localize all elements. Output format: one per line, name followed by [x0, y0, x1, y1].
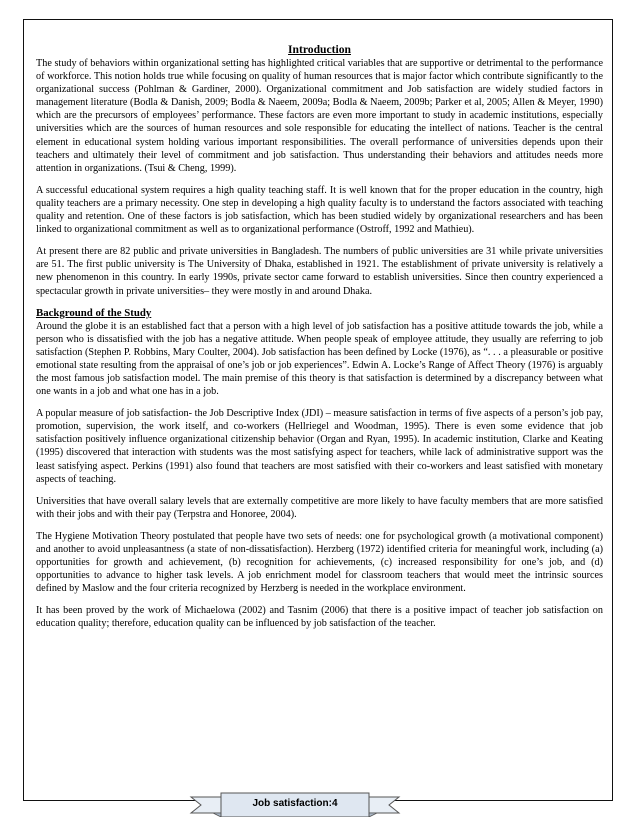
page-title: Introduction	[288, 43, 351, 56]
background-paragraph-1: Around the globe it is an established fact that a person with a high level of job satisfaction has a positive attitude towards the job, while a person who is dissatisfied with the job has a negative attitude. When people speak of employee attitude, they usually are referring to job satisfaction (Stephen P. Robbins, Mary Coulter, 2004). Job satisfaction has been defined by Locke (1976), as “. . . a pleasurable or positive emotional state resulting from the appraisal of one’s job or job experiences”. Edwin A. Locke’s Range of Affect Theory (1976) is arguably the most famous job satisfaction model. The main premise of this theory is that satisfaction is determined by a discrepancy between what one wants in a job and what one has in a job.	[36, 320, 603, 398]
intro-paragraph-1: The study of behaviors within organizational setting has highlighted critical variables that are supportive or detrimental to the performance of workforce. This notion holds true while focusing on quality of human resources that is major factor which contribute significantly to the organizational success (Pohlman & Gardiner, 2000). Organizational commitment and Job satisfaction are widely studied factors in management literature (Bodla & Danish, 2009; Bodla & Naeem, 2009a; Bodla & Naeem, 2009b; Parker et al, 2005; Allen & Meyer, 1990) which are the precursors of employees’ performance. These factors are even more important to study in academic institutions, especially universities which are the sources of human resources and sole responsible for educating the intellect of nations. Teacher is the central element in educational system holding various important responsibilities. The overall performance of universities depends upon their teachers and ultimately their level of commitment and job satisfaction. Thus understanding their behaviors and attitudes needs more attention in organizations. (Tsui & Cheng, 1999).	[36, 58, 603, 174]
intro-paragraph-2: A successful educational system requires a high quality teaching staff. It is well known that for the proper education in the country, high quality teachers are a primary necessity. One step in developing a high quality faculty is to understand the factors associated with teaching quality and retention. One of these factors is job satisfaction, which has been studied widely by organizational researchers and has been linked to organizational commitment as well as to organizational performance (Ostroff, 1992 and Mathieu).	[36, 184, 603, 236]
background-paragraph-4: The Hygiene Motivation Theory postulated that people have two sets of needs: one for psychological growth (a motivational component) and another to avoid unpleasantness (a state of non-dissatisfaction). Herzberg (1972) identified criteria for meaningful work, including (a) opportunities for growth and achievement, (b) recognition for achievements, (c) increased responsibility for one’s job, and (d) opportunities to advance to higher task levels. A job enrichment model for classroom teachers that would meet the intrinsic sources defined by Maslow and the four criteria recognized by Herzberg is needed in the workplace environment.	[36, 530, 603, 595]
page-number-label: Job satisfaction:4	[252, 798, 338, 809]
background-paragraph-2: A popular measure of job satisfaction- the Job Descriptive Index (JDI) – measure satisfaction in terms of five aspects of a person’s job pay, promotion, supervision, the work itself, and co-workers (Hellriegel and Woodman, 1995). There is even some evidence that job satisfaction positively influence organizational citizenship behavior (Organ and Ryan, 1995). In academic institution, Clarke and Keating (1995) discovered that interaction with students was the most satisfying aspect for teachers, while lack of administrative support was the least satisfying aspect. Perkins (1991) also found that teachers are most satisfied with their co-workers and least satisfied with monetary aspects of teaching.	[36, 408, 603, 485]
document-body	[36, 43, 603, 640]
intro-paragraph-3: At present there are 82 public and private universities in Bangladesh. The numbers of public universities are 31 while private universities are 51. The first public university is The University of Dhaka, established in 1921. The establishment of private university is relatively a new phenomenon in this country. In early 1990s, private sector came forward to establish universities. Since then country experienced a spectacular growth in private universities– they were mostly in and around Dhaka.	[36, 246, 603, 297]
background-paragraph-3: Universities that have overall salary levels that are externally competitive are more likely to have faculty members that are more satisfied with their jobs and with their pay (Terpstra and Honoree, 2004).	[36, 495, 603, 520]
section-heading: Background of the Study	[36, 306, 152, 319]
background-paragraph-5: It has been proved by the work of Michaelowa (2002) and Tasnim (2006) that there is a positive impact of teacher job satisfaction on education quality; therefore, education quality can be influenced by job satisfaction of the teacher.	[36, 605, 603, 630]
page-footer	[187, 791, 403, 817]
